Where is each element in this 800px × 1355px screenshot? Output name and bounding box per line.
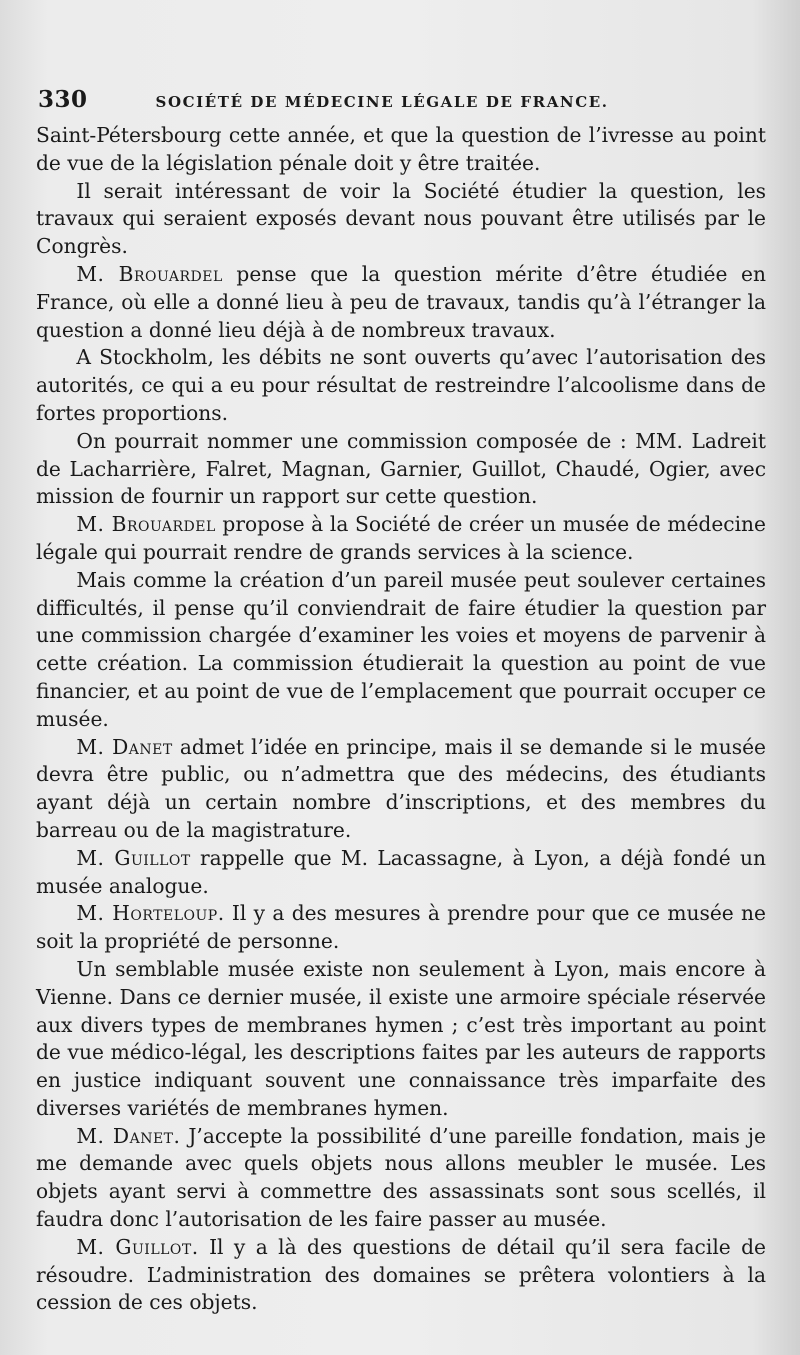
paragraph: Mais comme la création d’un pareil musée peut soulever certaines difficultés, il pense qu’il conviendrait de faire étudier la question par une commission chargée d’examiner les voies et moyens de parvenir à cette création. La commission étudierait la question au point de vue financier, et au point de vue de l’emplacement que pourrait occuper ce musée. (36, 567, 766, 731)
page-number: 330 (38, 86, 88, 113)
running-title: SOCIÉTÉ DE MÉDECINE LÉGALE DE FRANCE. (155, 93, 609, 111)
paragraph: M. Horteloup. Il y a des mesures à prendre pour que ce musée ne soit la propriété de personne. (36, 901, 766, 954)
paragraph: M. Danet admet l’idée en principe, mais il se demande si le musée devra être public, ou n’admettra que des médecins, des étudiants ayant déjà un certain nombre d’inscriptions, et des membres du barreau ou de la magistrature. (36, 734, 766, 842)
paragraph: Il serait intéressant de voir la Société étudier la question, les travaux qui seraient exposés devant nous pouvant être utilisés par le Congrès. (36, 178, 766, 259)
speaker-name: M. Guillot. (76, 1234, 199, 1259)
paragraph: M. Brouardel pense que la question mérite d’être étudiée en France, où elle a donné lieu à peu de travaux, tandis qu’à l’étranger la question a donné lieu déjà à de nombreux travaux. (36, 261, 766, 342)
speaker-name: M. Horteloup. (76, 901, 225, 926)
paragraph: Un semblable musée existe non seulement à Lyon, mais encore à Vienne. Dans ce dernier musée, il existe une armoire spéciale réservée aux divers types de membranes hymen ; c’est très important au point de vue médico-légal, les descriptions faites par les auteurs de rapports en justice indiquant souvent une connaissance très imparfaite des diverses variétés de membranes hymen. (36, 956, 766, 1120)
speaker-name: M. Danet. (76, 1123, 181, 1148)
speaker-name: M. Brouardel (76, 261, 223, 286)
paragraph: M. Guillot rappelle que M. Lacassagne, à Lyon, a déjà fondé un musée analogue. (36, 845, 766, 898)
speaker-name: M. Guillot (76, 845, 191, 870)
paragraph: M. Danet. J’accepte la possibilité d’une pareille fondation, mais je me demande avec quels objets nous allons meubler le musée. Les objets ayant servi à commettre des assassinats sont sous scellés, il faudra donc l’autorisation de les faire passer au musée. (36, 1123, 767, 1232)
paragraph: M. Brouardel propose à la Société de créer un musée de médecine légale qui pourrait rendre de grands services à la science. (36, 512, 766, 564)
speaker-name: M. Danet (76, 734, 173, 759)
paragraph: A Stockholm, les débits ne sont ouverts qu’avec l’autorisation des autorités, ce qui a eu pour résultat de restreindre l’alcoolisme dans de fortes proportions. (36, 345, 766, 425)
paragraph: On pourrait nommer une commission composée de : MM. Ladreit de Lacharrière, Falret, Magnan, Garnier, Guillot, Chaudé, Ogier, avec mission de fournir un rapport sur cette question. (36, 428, 766, 509)
paragraph: M. Guillot. Il y a là des questions de détail qu’il sera facile de résoudre. L’administration des domaines se prêtera volontiers à la cession de ces objets. (36, 1234, 766, 1315)
page-body (36, 122, 766, 1317)
speaker-name: M. Brouardel (76, 512, 216, 537)
page-header (38, 86, 770, 118)
paragraph: Saint-Pétersbourg cette année, et que la question de l’ivresse au point de vue de la législation pénale doit y être traitée. (36, 123, 766, 175)
